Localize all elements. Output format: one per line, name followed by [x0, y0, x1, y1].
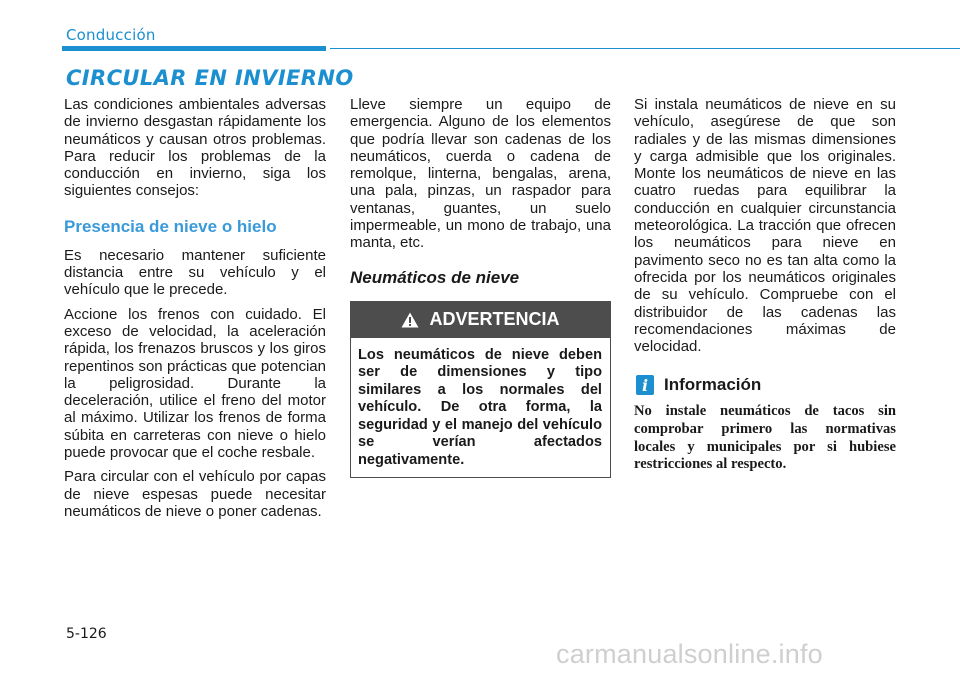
warning-label: ADVERTENCIA [429, 309, 560, 330]
page-title: CIRCULAR EN INVIERNO [66, 66, 354, 90]
section-label: Conducción [66, 26, 156, 44]
paragraph: Accione los frenos con cuidado. El exceso de velocidad, la aceleración rápida, los frenazos bruscos y los giros repentinos son prácticas que potencian la peligrosidad. Durante la deceleración, utilice el freno del motor al máximo. Utilizar los frenos de forma súbita en carreteras con nieve o hielo puede provocar que el coche resbale. [64, 305, 326, 462]
paragraph: Para circular con el vehículo por capas de nieve espesas puede necesitar neumáticos de nieve o poner cadenas. [64, 468, 326, 520]
page-number: 5-126 [66, 626, 107, 642]
header-rule-thin [330, 48, 960, 49]
paragraph: Es necesario mantener suficiente distancia entre su vehículo y el vehículo que le precede. [64, 246, 326, 299]
column-1 [64, 96, 326, 527]
snow-tires-heading: Neumáticos de nieve [350, 267, 520, 287]
info-title: Información [664, 375, 762, 395]
header-rule-thick [62, 46, 326, 51]
warning-header [351, 302, 610, 338]
watermark: carmanualsonline.info [556, 639, 823, 669]
warning-box [350, 301, 611, 479]
info-icon: i [636, 375, 654, 395]
snow-tires-paragraph: Si instala neumáticos de nieve en su vehículo, asegúrese de que son radiales y de las mismas dimensiones y carga admisible que los originales. Monte los neumáticos de nieve en las cuatro ruedas para equilibrar la conducción en cualquier circunstancia meteorológica. La tracción que ofrecen los neumáticos para nieve en pavimento seco no es tan alta como la ofrecida por los neumáticos originales de su vehículo. Compruebe con el distribuidor de las cadenas las recomendaciones máximas de velocidad. [634, 96, 896, 356]
info-text: No instale neumáticos de tacos sin comprobar primero las normativas locales y municipales por si hubiese restricciones al respecto. [634, 403, 896, 473]
warning-text: Los neumáticos de nieve deben ser de dimensiones y tipo similares a los normales del vehículo. De otra forma, la seguridad y el manejo del vehículo se verían afectados negativamente. [358, 346, 602, 468]
column-2 [350, 96, 611, 478]
emergency-kit-paragraph: Lleve siempre un equipo de emergencia. Alguno de los elementos que podría llevar son cadenas de los neumáticos, cuerda o cadena de remolque, linterna, bengalas, arena, una pala, pinzas, un raspador para ventanas, guantes, un suelo impermeable, un mono de trabajo, una manta, etc. [350, 96, 611, 252]
intro-paragraph: Las condiciones ambientales adversas de invierno desgastan rápidamente los neumáticos y causan otros problemas. Para reducir los problemas de la conducción en invierno, siga los siguientes consejos: [64, 96, 326, 200]
warning-triangle-icon [401, 312, 419, 328]
info-header [636, 375, 896, 395]
snow-ice-heading: Presencia de nieve o hielo [64, 216, 277, 236]
column-3 [634, 96, 896, 474]
